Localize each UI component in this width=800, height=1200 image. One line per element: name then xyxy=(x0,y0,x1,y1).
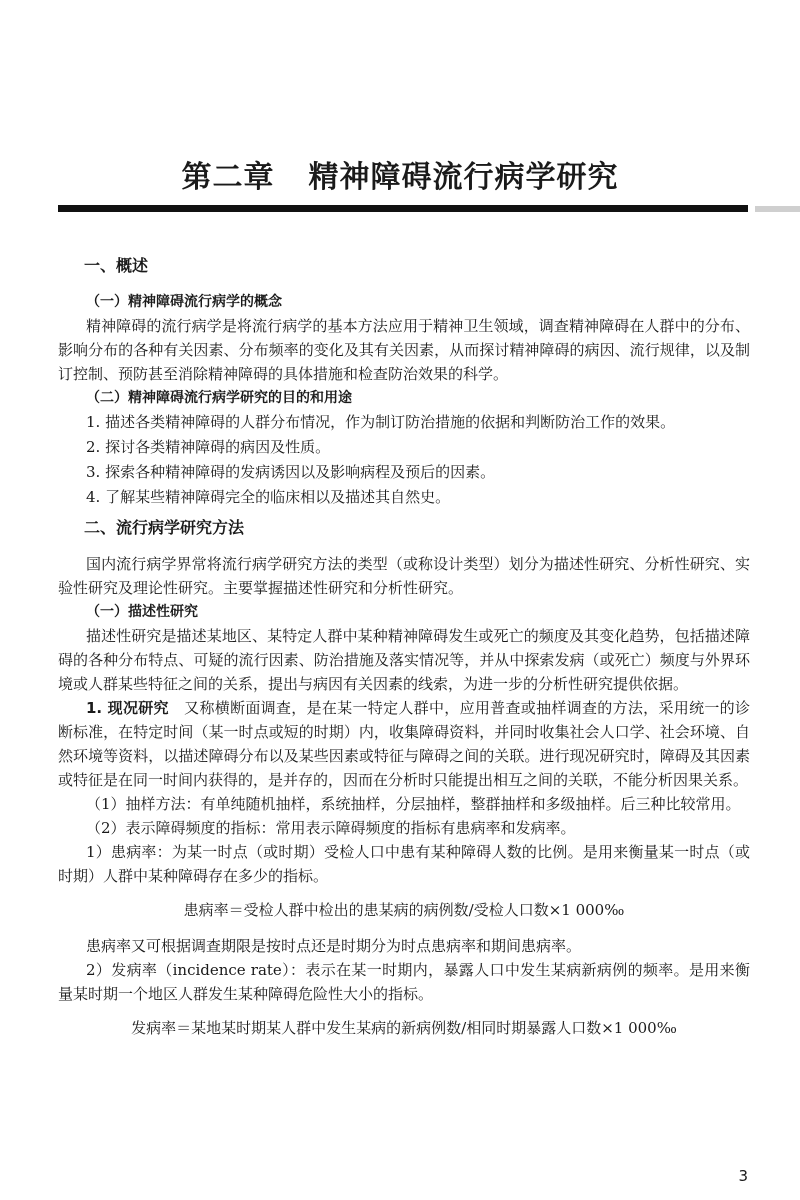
subsection-heading-concept: （一）精神障碍流行病学的概念 xyxy=(86,294,282,310)
chapter-title xyxy=(0,152,800,196)
incidence-paragraph: 2）发病率（incidence rate）：表示在某一时期内，暴露人口中发生某病新病例的频率。是用来衡量某时期一个地区人群发生某种障碍危险性大小的指标。 xyxy=(58,961,750,1003)
title-rule xyxy=(58,205,748,212)
section-heading-methods: 二、流行病学研究方法 xyxy=(84,518,245,537)
purpose-item: 3. 探索各种精神障碍的发病诱因以及影响病程及预后的因素。 xyxy=(86,463,496,481)
current-study-term: 1. 现况研究 xyxy=(86,699,169,717)
prevalence-note: 患病率又可根据调查期限是按时点还是时期分为时点患病率和期间患病率。 xyxy=(86,937,582,955)
section-heading-overview: 一、概述 xyxy=(84,256,149,275)
chapter-number: 第二章 xyxy=(181,160,275,195)
title-rule-tail xyxy=(755,206,800,212)
concept-paragraph: 精神障碍的流行病学是将流行病学的基本方法应用于精神卫生领域，调查精神障碍在人群中的分布、影响分布的各种有关因素、分布频率的变化及其有关因素，从而探讨精神障碍的病因、流行规律，以及制订控制、预防甚至消除精神障碍的具体措施和检查防治效果的科学。 xyxy=(58,317,750,383)
descriptive-paragraph: 描述性研究是描述某地区、某特定人群中某种精神障碍发生或死亡的频度及其变化趋势，包括描述障碍的各种分布特点、可疑的流行因素、防治措施及落实情况等，并从中探索发病（或死亡）频度与外界环境或人群某些特征之间的关系，提出与病因有关因素的线索，为进一步的分析性研究提供依据。 xyxy=(58,627,750,693)
incidence-formula: 发病率＝某地某时期某人群中发生某病的新病例数/相同时期暴露人口数×1 000‰ xyxy=(131,1019,677,1037)
page-body xyxy=(58,254,750,1052)
indicators-paragraph: （2）表示障碍频度的指标：常用表示障碍频度的指标有患病率和发病率。 xyxy=(86,819,576,837)
current-study-text: 又称横断面调查，是在某一特定人群中，应用普查或抽样调查的方法，采用统一的诊断标准，在特定时间（某一时点或短的时期）内，收集障碍资料，并同时收集社会人口学、社会环境、自然环境等资料，以描述障碍分布以及某些因素或特征与障碍之间的关联。进行现况研究时，障碍及其因素或特征是在同一时间内获得的，是并存的，因而在分析时只能提出相互之间的关联，不能分析因果关系。 xyxy=(58,699,750,789)
subsection-heading-descriptive: （一）描述性研究 xyxy=(86,604,198,620)
purpose-item: 2. 探讨各类精神障碍的病因及性质。 xyxy=(86,438,331,456)
methods-intro: 国内流行病学界常将流行病学研究方法的类型（或称设计类型）划分为描述性研究、分析性研究、实验性研究及理论性研究。主要掌握描述性研究和分析性研究。 xyxy=(58,555,750,597)
chapter-name: 精神障碍流行病学研究 xyxy=(308,160,619,195)
purpose-item: 1. 描述各类精神障碍的人群分布情况，作为制订防治措施的依据和判断防治工作的效果。 xyxy=(86,413,676,431)
prevalence-paragraph: 1）患病率：为某一时点（或时期）受检人口中患有某种障碍人数的比例。是用来衡量某一时点（或时期）人群中某种障碍存在多少的指标。 xyxy=(58,843,750,885)
subsection-heading-purpose: （二）精神障碍流行病学研究的目的和用途 xyxy=(86,390,352,406)
current-study-paragraph xyxy=(58,696,750,792)
purpose-item: 4. 了解某些精神障碍完全的临床相以及描述其自然史。 xyxy=(86,488,451,506)
prevalence-formula: 患病率＝受检人群中检出的患某病的病例数/受检人口数×1 000‰ xyxy=(183,901,625,919)
sampling-paragraph: （1）抽样方法：有单纯随机抽样，系统抽样，分层抽样，整群抽样和多级抽样。后三种比较常用。 xyxy=(86,795,741,813)
page-number: 3 xyxy=(738,1167,748,1185)
